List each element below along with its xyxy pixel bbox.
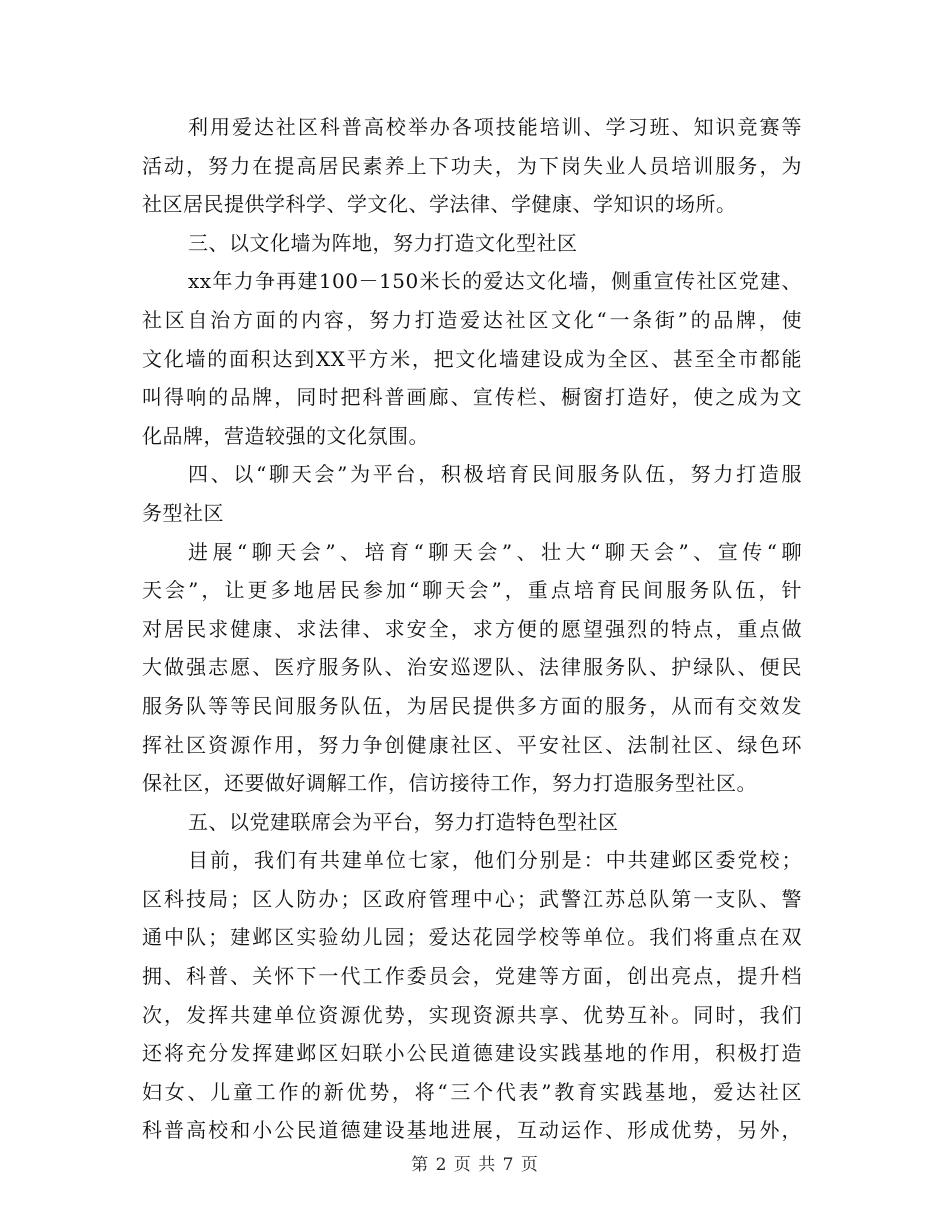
text-line: 科普高校和小公民道德建设基地进展，互动运作、形成优势，另外， xyxy=(142,1118,802,1143)
text-line: 文化墙的面积达到XX平方米，把文化墙建设成为全区、甚至全市都能 xyxy=(142,346,802,371)
text-line: xx年力争再建100－150米长的爱达文化墙，侧重宣传社区党建、 xyxy=(188,269,802,294)
text-line: 天会”，让更多地居民参加“聊天会”，重点培育民间服务队伍，针 xyxy=(142,578,802,603)
text-line: 活动，努力在提高居民素养上下功夫，为下岗失业人员培训服务，为 xyxy=(142,153,802,178)
text-line: 妇女、儿童工作的新优势，将“三个代表”教育实践基地，爱达社区 xyxy=(142,1079,802,1104)
text-line: 还将充分发挥建邺区妇联小公民道德建设实践基地的作用，积极打造 xyxy=(142,1041,802,1066)
text-line: 社区自治方面的内容，努力打造爱达社区文化“一条街”的品牌，使 xyxy=(142,307,802,332)
text-line: 挥社区资源作用，努力争创健康社区、平安社区、法制社区、绿色环 xyxy=(142,732,802,757)
text-line: 五、以党建联席会为平台，努力打造特色型社区 xyxy=(188,809,619,834)
text-line: 进展“聊天会”、培育“聊天会”、壮大“聊天会”、宣传“聊 xyxy=(188,539,802,564)
text-line: 服务队等等民间服务队伍，为居民提供多方面的服务，从而有交效发 xyxy=(142,693,802,718)
text-line: 务型社区 xyxy=(142,500,224,525)
text-line: 叫得响的品牌，同时把科普画廊、宣传栏、橱窗打造好，使之成为文 xyxy=(142,385,802,410)
text-line: 大做强志愿、医疗服务队、治安巡逻队、法律服务队、护绿队、便民 xyxy=(142,655,802,680)
text-line: 化品牌，营造较强的文化氛围。 xyxy=(142,423,429,448)
document-body xyxy=(142,108,802,1150)
text-line: 区科技局；区人防办；区政府管理中心；武警江苏总队第一支队、警 xyxy=(142,886,802,911)
text-line: 三、以文化墙为阵地，努力打造文化型社区 xyxy=(188,230,578,255)
text-line: 目前，我们有共建单位七家，他们分别是：中共建邺区委党校； xyxy=(188,848,802,873)
text-line: 对居民求健康、求法律、求安全，求方便的愿望强烈的特点，重点做 xyxy=(142,616,802,641)
text-line: 次，发挥共建单位资源优势，实现资源共享、优势互补。同时，我们 xyxy=(142,1002,802,1027)
text-line: 利用爱达社区科普高校举办各项技能培训、学习班、知识竞赛等 xyxy=(188,115,802,139)
text-line: 保社区，还要做好调解工作，信访接待工作，努力打造服务型社区。 xyxy=(142,771,757,796)
page-footer: 第 2 页 共 7 页 xyxy=(411,1155,539,1175)
text-line: 社区居民提供学科学、学文化、学法律、学健康、学知识的场所。 xyxy=(142,192,737,217)
text-line: 通中队；建邺区实验幼儿园；爱达花园学校等单位。我们将重点在双 xyxy=(142,925,802,950)
text-line: 拥、科普、关怀下一代工作委员会，党建等方面，创出亮点，提升档 xyxy=(142,964,802,989)
text-line: 四、以“聊天会”为平台，积极培育民间服务队伍，努力打造服 xyxy=(188,462,802,487)
